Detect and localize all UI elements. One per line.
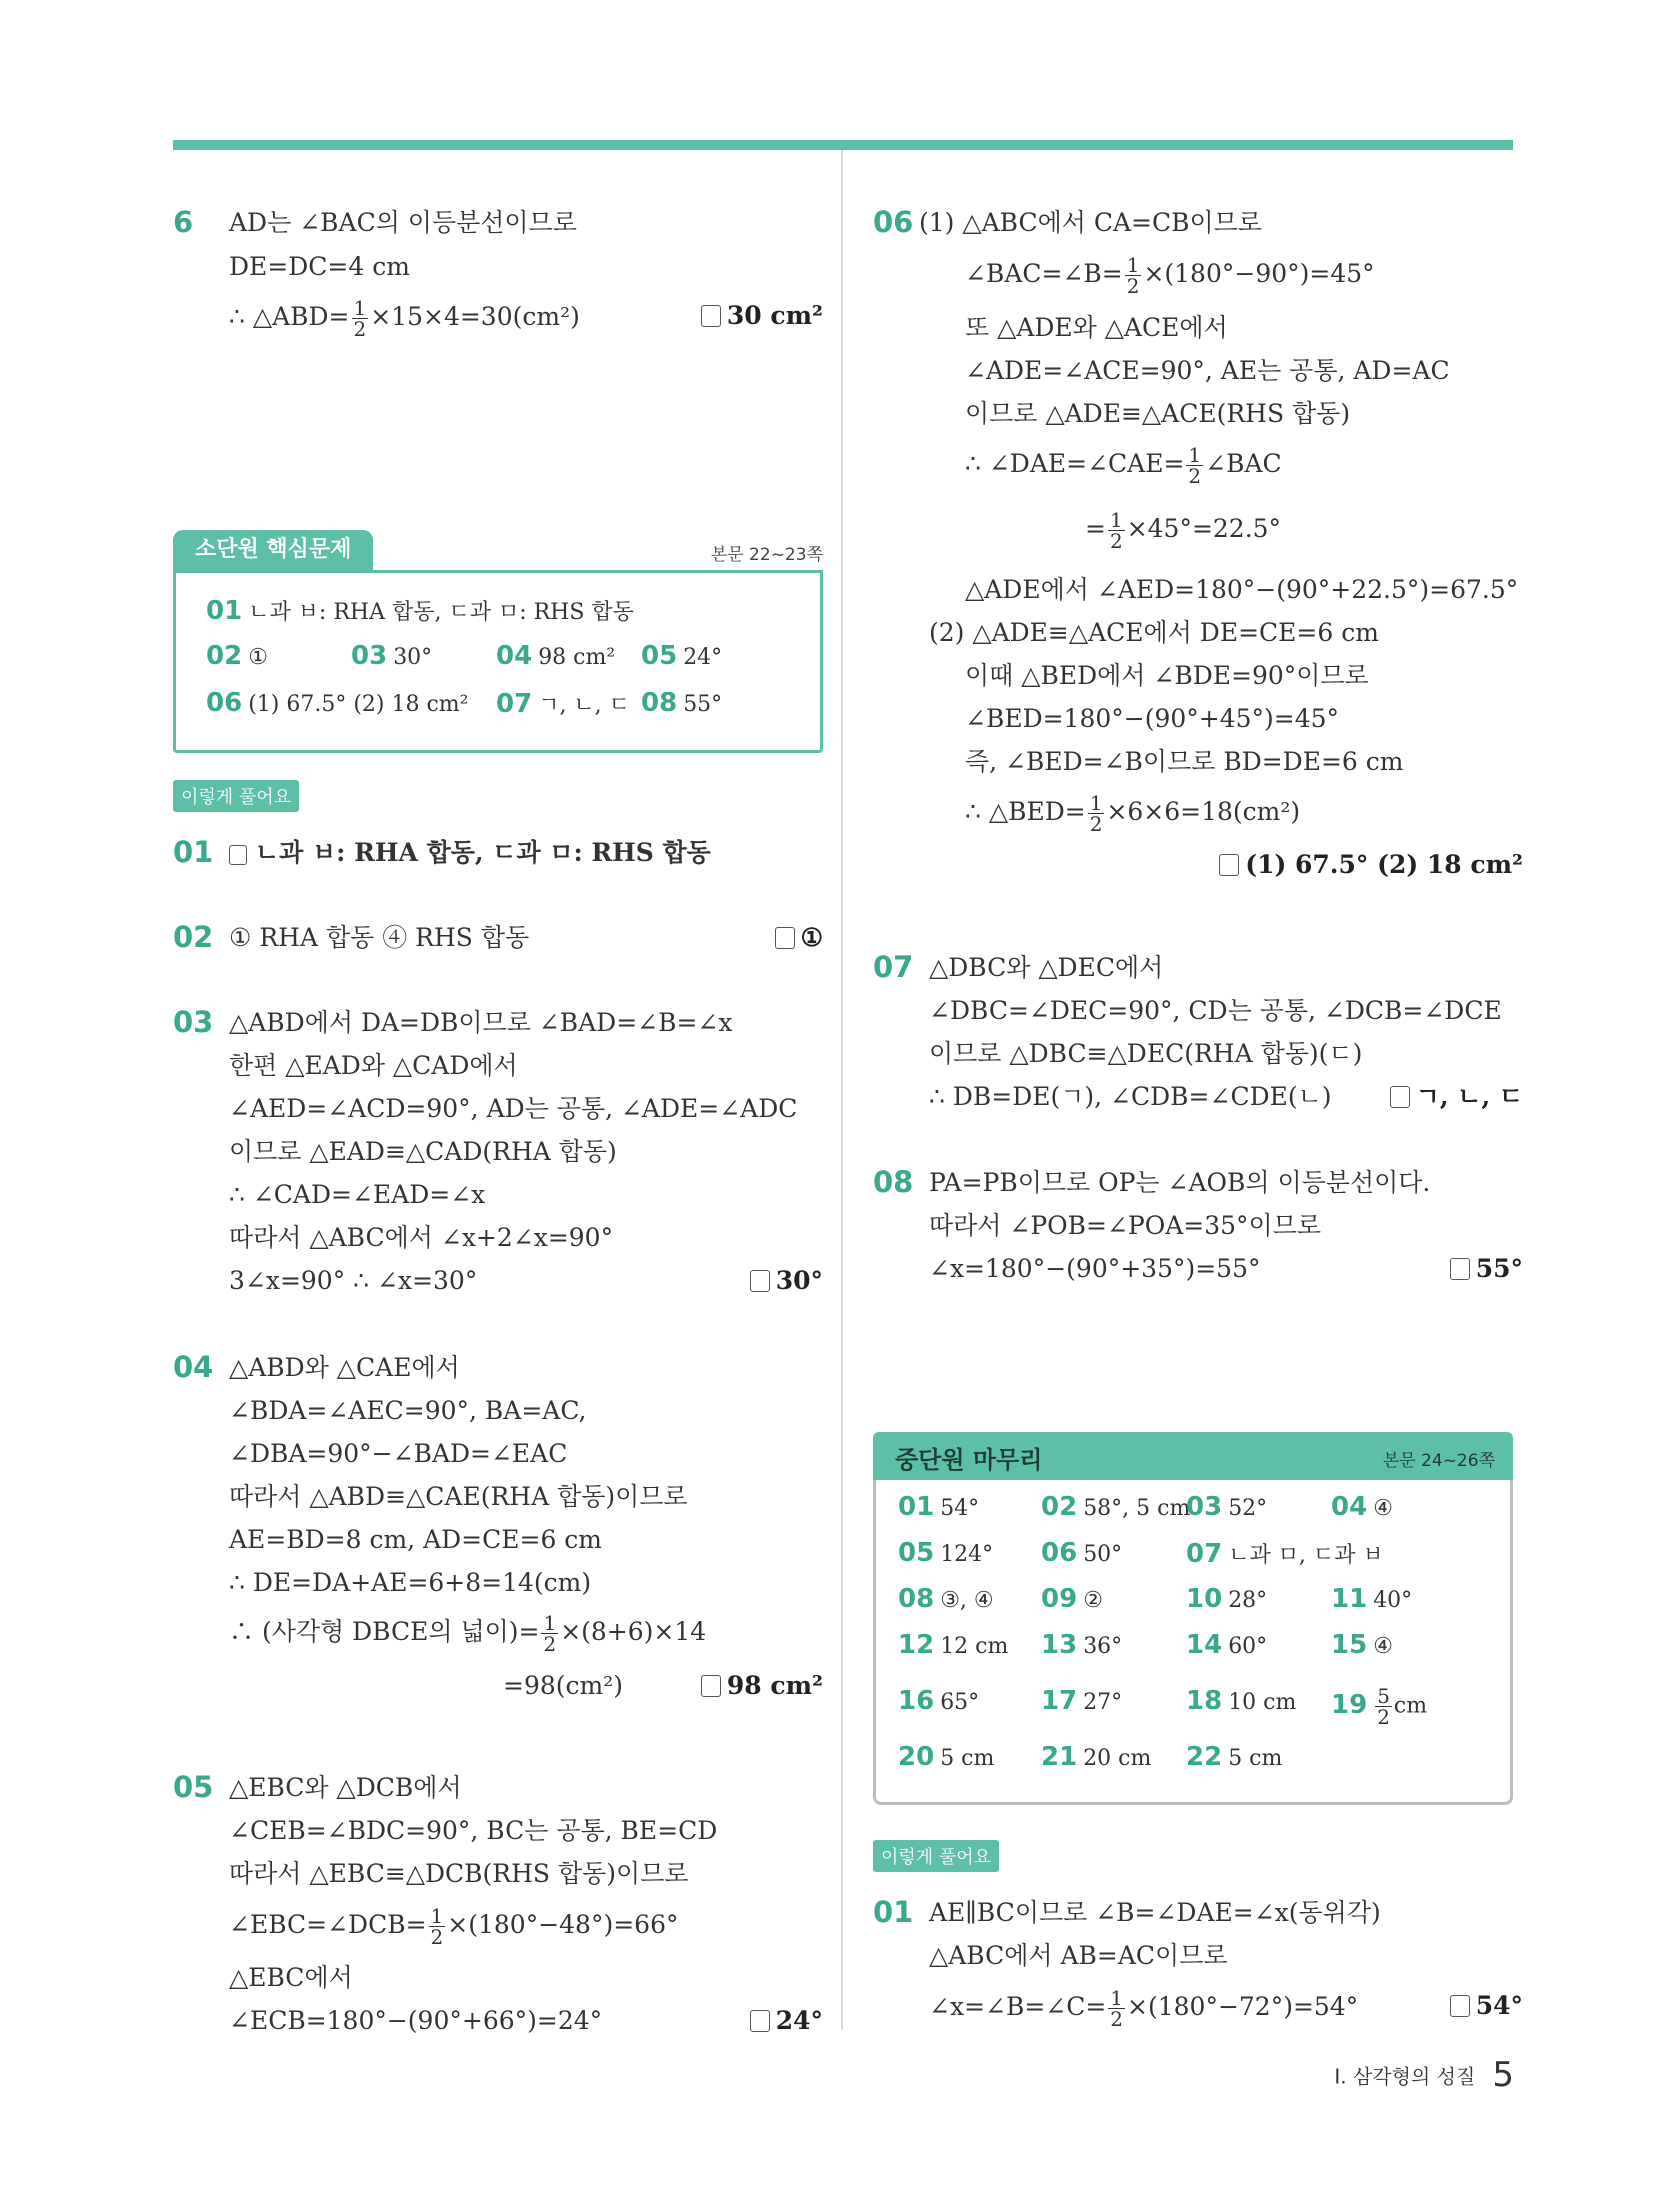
solution-line: ∠x=180°−(90°+35°)=55° xyxy=(929,1254,1261,1283)
solution-line: 이므로 △ADE≡△ACE(RHS 합동) xyxy=(965,399,1351,428)
solution-line: ∴ DB=DE(ㄱ), ∠CDB=∠CDE(ㄴ) xyxy=(929,1082,1332,1111)
solution-line: 따라서 △ABC에서 ∠x+2∠x=90° xyxy=(229,1223,614,1252)
solution-line: AE=BD=8 cm, AD=CE=6 cm xyxy=(229,1525,602,1554)
answer-icon xyxy=(775,927,795,949)
problem-number: 01 xyxy=(873,1895,914,1929)
solution-line: △ABD에서 DA=DB이므로 ∠BAD=∠B=∠x xyxy=(229,1008,733,1037)
answer-item: 03 52° xyxy=(1186,1492,1268,1522)
column-divider xyxy=(841,150,843,2030)
answer-item: 06 50° xyxy=(1041,1538,1123,1568)
answer-item: 08 55° xyxy=(641,688,723,718)
answer-icon xyxy=(1450,1258,1470,1280)
answer-item: 21 20 cm xyxy=(1041,1742,1152,1772)
solution-line: ∴ ∠CAD=∠EAD=∠x xyxy=(229,1180,486,1209)
page-footer xyxy=(1334,2055,1514,2095)
solution-line: △EBC와 △DCB에서 xyxy=(229,1773,462,1802)
answer-icon xyxy=(750,2010,770,2032)
problem-number: 03 xyxy=(173,1005,214,1039)
solution-line: AE∥BC이므로 ∠B=∠DAE=∠x(동위각) xyxy=(929,1898,1381,1927)
answer-item: 15 ④ xyxy=(1331,1630,1393,1660)
problem-number: 08 xyxy=(873,1165,914,1199)
answer-row: 01 ㄴ과 ㅂ: RHA 합동, ㄷ과 ㅁ: RHS 합동 xyxy=(206,596,634,626)
answer-item: 10 28° xyxy=(1186,1584,1268,1614)
solution-line: ∠DBC=∠DEC=90°, CD는 공통, ∠DCB=∠DCE xyxy=(929,996,1502,1025)
solution-line: ∠ADE=∠ACE=90°, AE는 공통, AD=AC xyxy=(965,356,1450,385)
answer-item: 14 60° xyxy=(1186,1630,1268,1660)
answer-icon xyxy=(1390,1086,1410,1108)
answer-item: 11 40° xyxy=(1331,1584,1413,1614)
answer: 30° xyxy=(750,1263,823,1299)
answer-item: 17 27° xyxy=(1041,1686,1123,1716)
solution-line: ∴ △BED= $\frac{1}{2}$ ×6×6=18(cm²) xyxy=(965,791,1301,836)
problem-number: 6 xyxy=(173,205,194,239)
answer: ① xyxy=(775,920,823,956)
solution-line: ∠BAC=∠B= $\frac{1}{2}$ ×(180°−90°)=45° xyxy=(965,253,1375,298)
solution-badge: 이렇게 풀어요 xyxy=(873,1840,999,1872)
core-problems-box xyxy=(173,570,823,753)
solution-line: ∴ DE=DA+AE=6+8=14(cm) xyxy=(229,1568,592,1597)
answer: ㄱ, ㄴ, ㄷ xyxy=(1390,1079,1523,1115)
problem-number: 07 xyxy=(873,950,914,984)
solution-line: ① RHA 합동 ④ RHS 합동 xyxy=(229,923,530,952)
answer-item: 05 24° xyxy=(641,641,723,671)
mid-review-box xyxy=(873,1480,1513,1805)
solution-line: ∠BDA=∠AEC=90°, BA=AC, xyxy=(229,1396,587,1425)
problem-number: 04 xyxy=(173,1350,214,1384)
answer-item: 20 5 cm xyxy=(898,1742,995,1772)
answer: 98 cm² xyxy=(701,1668,823,1704)
solution-line: ∴ (사각형 DBCE의 넓이)= $\frac{1}{2}$ ×(8+6)×14 xyxy=(229,1611,707,1656)
answer-item: 08 ③, ④ xyxy=(898,1584,994,1614)
answer: 54° xyxy=(1450,1988,1523,2024)
solution-line: ∠BED=180°−(90°+45°)=45° xyxy=(965,704,1340,733)
solution-line: 이므로 △EAD≡△CAD(RHA 합동) xyxy=(229,1137,617,1166)
mid-review-title: 중단원 마무리 xyxy=(895,1446,1043,1474)
solution-line: =98(cm²) xyxy=(503,1671,623,1700)
answer-item: 12 12 cm xyxy=(898,1630,1009,1660)
answer: (1) 67.5° (2) 18 cm² xyxy=(1219,847,1523,883)
solution-line: 3∠x=90° ∴ ∠x=30° xyxy=(229,1266,478,1295)
solution-line: 따라서 ∠POB=∠POA=35°이므로 xyxy=(929,1211,1322,1240)
answer-item: 04 98 cm² xyxy=(496,641,616,671)
fraction: $\frac{5}{2}$ xyxy=(1377,1684,1390,1729)
page-reference: 본문 22~23쪽 xyxy=(710,545,823,565)
answer-item: 02 ① xyxy=(206,641,268,671)
answer-icon xyxy=(1450,1995,1470,2017)
problem-number: 01 xyxy=(173,835,214,869)
page-number: 5 xyxy=(1492,2055,1514,2095)
solution-line: △ABC에서 AB=AC이므로 xyxy=(929,1941,1228,1970)
chapter-title: Ⅰ. 삼각형의 성질 xyxy=(1334,2064,1476,2089)
answer: 24° xyxy=(750,2003,823,2039)
solution-line: ∠x=∠B=∠C= $\frac{1}{2}$ ×(180°−72°)=54° xyxy=(929,1986,1359,2031)
answer-item: 05 124° xyxy=(898,1538,994,1568)
solution-line: PA=PB이므로 OP는 ∠AOB의 이등분선이다. xyxy=(929,1168,1431,1197)
answer-item: 06 (1) 67.5° (2) 18 cm² xyxy=(206,688,469,718)
problem-number: 06 xyxy=(873,205,914,239)
problem-number: 05 xyxy=(173,1770,214,1804)
core-problems-tab: 소단원 핵심문제 xyxy=(173,530,373,570)
solution-line: 한편 △EAD와 △CAD에서 xyxy=(229,1051,518,1080)
solution-line: 또 △ADE와 △ACE에서 xyxy=(965,313,1228,342)
solution-line: △ABD와 △CAE에서 xyxy=(229,1353,460,1382)
answer-item: 03 30° xyxy=(351,641,433,671)
solution-line: ∠CEB=∠BDC=90°, BC는 공통, BE=CD xyxy=(229,1816,718,1845)
solution-line: DE=DC=4 cm xyxy=(229,252,410,281)
answer-item: 07 ㄴ과 ㅁ, ㄷ과 ㅂ xyxy=(1186,1539,1384,1569)
answer-item: 04 ④ xyxy=(1331,1492,1393,1522)
solution-line: 따라서 △EBC≡△DCB(RHS 합동)이므로 xyxy=(229,1859,689,1888)
answer-icon xyxy=(750,1270,770,1292)
answer-icon xyxy=(229,845,247,865)
answer-icon xyxy=(701,1675,721,1697)
solution-line: 따라서 △ABD≡△CAE(RHA 합동)이므로 xyxy=(229,1482,688,1511)
solution-line: ∠AED=∠ACD=90°, AD는 공통, ∠ADE=∠ADC xyxy=(229,1094,798,1123)
problem-number: 02 xyxy=(173,920,214,954)
solution-line: ∴ △ABD= $\frac{1}{2}$ ×15×4=30(cm²) xyxy=(229,296,580,341)
solution-line: ∴ ∠DAE=∠CAE= $\frac{1}{2}$ ∠BAC xyxy=(965,443,1282,488)
solution-line: = $\frac{1}{2}$ ×45°=22.5° xyxy=(1085,508,1282,553)
core-problems-header xyxy=(173,530,823,570)
solution-line: 이므로 △DBC≡△DEC(RHA 합동)(ㄷ) xyxy=(929,1039,1363,1068)
solution-badge: 이렇게 풀어요 xyxy=(173,780,299,812)
solution-line: 이때 △BED에서 ∠BDE=90°이므로 xyxy=(965,661,1369,690)
solution-line: AD는 ∠BAC의 이등분선이므로 xyxy=(229,208,577,237)
answer: 55° xyxy=(1450,1251,1523,1287)
answer-item: 18 10 cm xyxy=(1186,1686,1297,1716)
solution-line: △EBC에서 xyxy=(229,1963,353,1992)
answer-item: 22 5 cm xyxy=(1186,1742,1283,1772)
solution-line: △DBC와 △DEC에서 xyxy=(929,953,1164,982)
answer-item: 09 ② xyxy=(1041,1584,1103,1614)
solution-line: (1) △ABC에서 CA=CB이므로 xyxy=(919,208,1262,237)
answer-item: 02 58°, 5 cm xyxy=(1041,1492,1191,1522)
answer: 30 cm² xyxy=(701,298,823,334)
mid-review-header xyxy=(873,1432,1513,1480)
solution-line: ㄴ과 ㅂ: RHA 합동, ㄷ과 ㅁ: RHS 합동 xyxy=(229,835,711,871)
solution-line: (2) △ADE≡△ACE에서 DE=CE=6 cm xyxy=(929,618,1379,647)
solution-line: ∠ECB=180°−(90°+66°)=24° xyxy=(229,2006,603,2035)
answer-icon xyxy=(701,305,721,327)
solution-line: 즉, ∠BED=∠B이므로 BD=DE=6 cm xyxy=(965,747,1404,776)
solution-line: ∠EBC=∠DCB= $\frac{1}{2}$ ×(180°−48°)=66° xyxy=(229,1904,679,1949)
solution-line: △ADE에서 ∠AED=180°−(90°+22.5°)=67.5° xyxy=(965,575,1519,604)
top-rule xyxy=(173,140,1513,150)
answer-item: 19 $\frac{5}{2}$ cm xyxy=(1331,1684,1428,1729)
answer-item: 16 65° xyxy=(898,1686,980,1716)
answer-item: 01 54° xyxy=(898,1492,980,1522)
solution-line: ∠DBA=90°−∠BAD=∠EAC xyxy=(229,1439,568,1468)
answer-item: 13 36° xyxy=(1041,1630,1123,1660)
answer-icon xyxy=(1219,854,1239,876)
page-reference: 본문 24~26쪽 xyxy=(1382,1451,1495,1471)
answer-item: 07 ㄱ, ㄴ, ㄷ xyxy=(496,689,630,719)
